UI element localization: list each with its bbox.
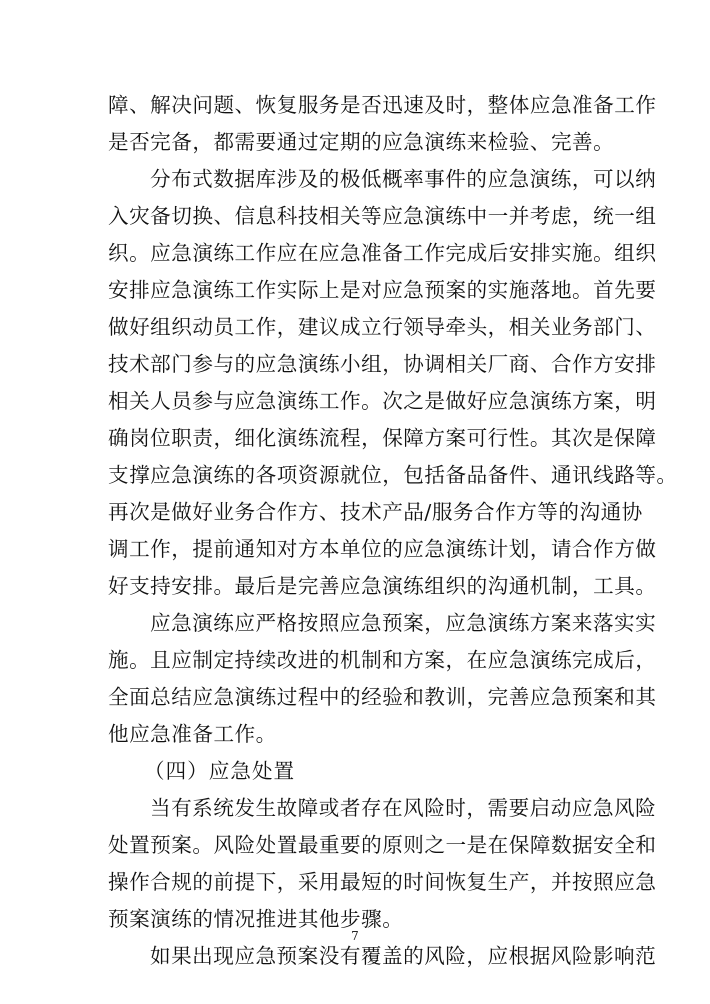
text-line: 是否完备，都需要通过定期的应急演练来检验、完善。 [108,130,615,154]
text-line: 做好组织动员工作，建议成立行领导牵头，相关业务部门、 [108,315,657,339]
paragraph-2 [108,161,678,605]
text-line: 应急演练应严格按照应急预案，应急演练方案来落实实 [150,611,657,635]
document-page [108,87,678,975]
text-line: 织。应急演练工作应在应急准备工作完成后安排实施。组织 [108,241,657,265]
text-line: 技术部门参与的应急演练小组，协调相关厂商、合作方安排 [108,352,657,376]
section-heading: （四）应急处置 [144,759,296,783]
text-line: 入灾备切换、信息科技相关等应急演练中一并考虑，统一组 [108,204,657,228]
text-line: 确岗位职责，细化演练流程，保障方案可行性。其次是保障 [108,426,657,450]
text-line: 安排应急演练工作实际上是对应急预案的实施落地。首先要 [108,278,657,302]
text-line: 操作合规的前提下，采用最短的时间恢复生产，并按照应急 [108,870,657,894]
text-line: 他应急准备工作。 [108,722,277,746]
page-number: 7 [351,929,359,943]
paragraph-1 [108,87,657,161]
text-line: 全面总结应急演练过程中的经验和教训，完善应急预案和其 [108,685,657,709]
text-line: 障、解决问题、恢复服务是否迅速及时，整体应急准备工作 [108,93,657,117]
text-line: 支撑应急演练的各项资源就位，包括备品备件、通讯线路等。 [108,463,678,487]
paragraph-4 [108,790,657,938]
text-line: 分布式数据库涉及的极低概率事件的应急演练，可以纳 [150,167,657,191]
text-line: 相关人员参与应急演练工作。次之是做好应急演练方案，明 [108,389,657,413]
paragraph-5 [108,938,657,975]
text-line: 如果出现应急预案没有覆盖的风险，应根据风险影响范 [150,944,657,968]
text-line: 当有系统发生故障或者存在风险时，需要启动应急风险 [150,796,657,820]
paragraph-3 [108,605,657,753]
text-line: 预案演练的情况推进其他步骤。 [108,907,404,931]
text-line: 再次是做好业务合作方、技术产品/服务合作方等的沟通协 [108,500,643,524]
text-line: 施。且应制定持续改进的机制和方案，在应急演练完成后， [108,648,657,672]
text-line: 调工作，提前通知对方本单位的应急演练计划，请合作方做 [108,537,657,561]
text-line: 处置预案。风险处置最重要的原则之一是在保障数据安全和 [108,833,657,857]
text-line: 好支持安排。最后是完善应急演练组织的沟通机制，工具。 [108,574,657,598]
